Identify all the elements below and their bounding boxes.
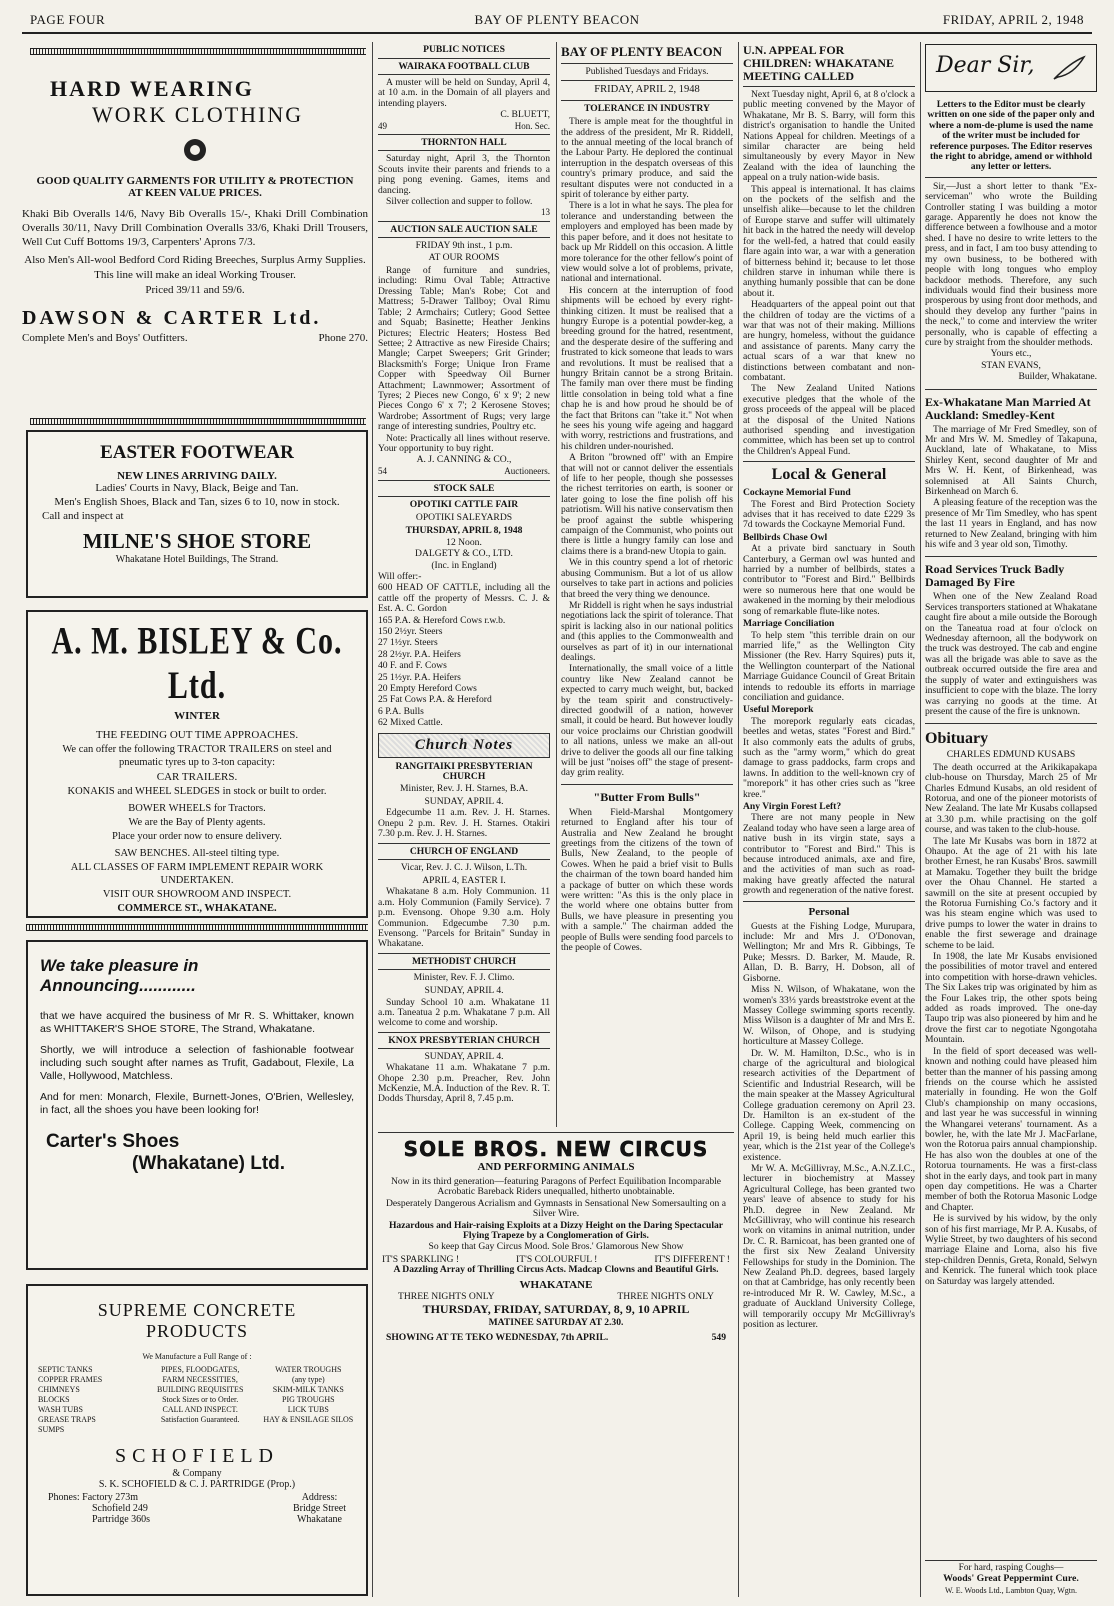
- ad-line: WINTER: [174, 710, 220, 722]
- notice-date: AT OUR ROOMS: [428, 251, 500, 263]
- ad-town: WHAKATANE: [519, 1279, 593, 1292]
- product-item: WATER TROUGHS: [275, 1365, 342, 1374]
- product-item: COPPER FRAMES: [38, 1375, 103, 1384]
- church-date: SUNDAY, APRIL 4.: [424, 1050, 504, 1062]
- notice-body: DALGETY & CO., LTD.: [415, 548, 513, 560]
- church-date: APRIL 4, EASTER I.: [422, 874, 506, 886]
- product-item: SUMPS: [38, 1425, 65, 1434]
- ad-line: Desperately Dangerous Acrialism and Gymnasts in Sensational New Somersaulting on a Silver Wire.: [386, 1197, 726, 1220]
- article-paragraph: The marriage of Mr Fred Smedley, son of Mr and Mrs W. M. Smedley of Takapuna, Auckland, late of Whakatane, to Miss Shirley Kent, second daughter of Mr and Mrs W. H. Kent, of Birkenhead, was solemnised at All Saints Church, Birkenhead on March 6.: [925, 423, 1097, 497]
- item-heading: Any Virgin Forest Left?: [743, 801, 842, 812]
- ad-body: Khaki Bib Overalls 14/6, Navy Bib Overalls 15/-, Khaki Drill Combination Overalls 30/11, Navy Drill Combination Overalls 33/6, Khaki Drill Trousers, Well Cut Cuff Bottoms 19/3, Carpenters' Aprons 7/3.: [22, 208, 368, 248]
- notice-body: Note: Practically all lines without reserve. Your opportunity to buy right.: [378, 432, 550, 454]
- ad-line: S. K. SCHOFIELD & C. J. PARTRIDGE (Prop.): [98, 1479, 296, 1490]
- item-heading: Marriage Conciliation: [743, 618, 835, 630]
- ad-address: Whakatane Hotel Buildings, The Strand.: [115, 554, 279, 565]
- item-heading: Cockayne Memorial Fund: [743, 487, 851, 499]
- ad-address: COMMERCE ST., WHAKATANE.: [117, 903, 277, 914]
- ad-body: Shortly, we will introduce a selection of fashionable footwear including such sought after names as Trufit, Gadabout, Flexile, La Valle, Hollywood, Matchless.: [40, 1044, 354, 1082]
- ad-line: SAW BENCHES. All-steel tilting type.: [114, 848, 280, 859]
- church-date: SUNDAY, APRIL 4.: [424, 985, 504, 997]
- church-heading: KNOX PRESBYTERIAN CHURCH: [378, 1032, 550, 1049]
- border-decoration: [30, 48, 366, 55]
- cattle-item: 150 2½yr. Steers: [378, 626, 443, 638]
- church-notes-banner: Church Notes: [378, 733, 550, 758]
- ad-title: AND PERFORMING ANIMALS: [477, 1161, 635, 1173]
- church-minister: Vicar, Rev. J. C. J. Wilson, L.Th.: [400, 861, 528, 873]
- ad-line: We can offer the following TRACTOR TRAILERS on steel and pneumatic tyres up to 3-ton capacity:: [62, 744, 332, 768]
- editorial-paragraph: Mr Riddell is right when he says industrial negotiations lack the spirit of tolerance. That spirit is lacking also in our national politics and (this applies to the Commonwealth and ourselves as part of it) in our international dealings.: [561, 599, 733, 663]
- article-paragraph: When Field-Marshal Montgomery returned to England after his tour of Australia and New Zealand he brought greetings from the citizens of the town of Bulls, New Zealand, to the people of Cowes. When he paid a brief visit to Bulls the chairman of the town board handed him a package of butter on which these words were written: "As this is the only place in the world where one obtains butter from Bulls, we have pleasure in presenting you with a sample." The chairman added the people of Bulls were sending food parcels to the people of Cowes.: [561, 806, 733, 954]
- church-body: Whakatane 8 a.m. Holy Communion. 11 a.m. Holy Communion (Family Service). 7 p.m. Evensong. Ohope 9.30 a.m. Holy Communion. Edgecumbe 7.30 p.m. Evensong. "Parcels for Britain" Sunday in Whakatane.: [378, 886, 550, 950]
- column-letters: [925, 44, 1097, 1596]
- church-body: Sunday School 10 a.m. Whakatane 11 a.m. Taneatua 2 p.m. Whakatane 7 p.m. All welcome to come and worship.: [378, 996, 550, 1029]
- ad-firm-name: SCHOFIELD: [114, 1445, 279, 1467]
- notice-signature: Auctioneers.: [504, 465, 550, 476]
- church-body: Edgecumbe 11 a.m. Rev. J. H. Starnes. Onepu 2 p.m. Rev. J. H. Starnes. Otakiri 7.30 p.m. Rev. J. H. Starnes.: [378, 807, 550, 840]
- article-heading: U.N. APPEAL FOR CHILDREN: WHAKATANE MEETING CALLED: [743, 44, 895, 83]
- ad-bisley: [26, 610, 368, 918]
- ad-schofield: [26, 1284, 368, 1596]
- product-item: CALL AND INSPECT.: [162, 1405, 238, 1414]
- ad-title: WORK CLOTHING: [92, 102, 304, 127]
- ad-phone: Phones: Factory 273m: [48, 1492, 138, 1503]
- ad-line: KONAKIS and WHEEL SLEDGES in stock or built to order.: [67, 786, 327, 797]
- article-paragraph: He is survived by his widow, by the only son of his first marriage, Mr P. A. Kusabs, of Wylie Street, by two daughters of his second marriage Elaine and Lorna, also his five step-children Dennis, Greta, Ronald, Selwyn and Kenrick. The funeral which took place on Saturday was largely attended.: [925, 1213, 1097, 1287]
- ad-dawson-carter: [22, 62, 368, 414]
- notice-signature: A. J. CANNING & CO.,: [416, 454, 512, 466]
- notice-heading: OPOTIKI CATTLE FAIR: [409, 498, 519, 510]
- border-decoration: [30, 418, 366, 425]
- ad-line: CAR TRAILERS.: [156, 771, 238, 783]
- editorial-paragraph: There is ample meat for the thoughtful in the address of the president, Mr R. Riddell, to the annual meeting of the local branch of the Labour Party. He deplored the continual interruption in the despatch overseas of this country's primary produce, and said the resultant disputes were not conducted in a spirit of tolerance by either party.: [561, 116, 733, 201]
- letters-rules: Letters to the Editor must be clearly written on one side of the paper only and where a nom-de-plume is used the name of the writer must be included for reference purposes. The Editor reserves the right to abridge, amend or withhold any letter or letters.: [927, 99, 1095, 173]
- ad-milnes-shoe-store: [26, 430, 368, 598]
- column-editorial: [561, 44, 733, 1128]
- editorial-paragraph: There is a lot in what he says. The plea for tolerance and understanding between the employers and employed has been made by this paper before, and it does not hesitate to back up Mr Riddell on this occasion. A little more tolerance for the other fellow's point of view would solve a lot of problems, private, national and international.: [561, 200, 733, 285]
- ad-line: Now in its third generation—featuring Paragons of Perfect Equilibation Incomparable Acrobatic Bareback Riders unequalled, hitherto unobtainable.: [390, 1176, 722, 1198]
- ad-headline: Announcing............: [40, 976, 196, 995]
- article-heading: "Butter From Bulls": [593, 789, 701, 804]
- article-heading: Road Services Truck Badly Damaged By Fire: [925, 562, 1065, 590]
- ad-line: & Company: [172, 1468, 222, 1479]
- notice-number: 54: [378, 465, 387, 476]
- ad-line: We are the Bay of Plenty agents.: [128, 817, 266, 828]
- section-heading: Local & General: [771, 466, 887, 484]
- church-heading: RANGITAIKI PRESBYTERIAN CHURCH: [395, 760, 533, 783]
- product-item: GREASE TRAPS: [38, 1415, 96, 1424]
- cattle-item: 27 1½yr. Steers: [378, 637, 438, 649]
- page-number: PAGE FOUR: [30, 12, 106, 27]
- church-body: Whakatane 11 a.m. Whakatane 7 p.m. Ohope 2.30 p.m. Preacher, Rev. John McKenzie, M.A. Induction of the Rev. R. T. Dodds Thursday, April 8, 7.45 p.m.: [378, 1062, 550, 1105]
- article-paragraph: The late Mr Kusabs was born in 1872 at Ohaupo. At the age of 21 with his late brother Ernest, he ran Kusabs' Bros. sawmill at Mamaku. Together they built the bridge over the Ohau Channel. He started a sawmill on the site at present occupied by the Rotorua Furnishing Co.'s factory and it was his steam engine which was used to drive pumps to lower the water in drains to enable the first sewerage and drainage scheme to be laid.: [925, 835, 1097, 951]
- column-rule: [556, 42, 557, 1127]
- product-item: Stock Sizes or to Order.: [162, 1395, 239, 1404]
- ad-tagline: AT KEEN VALUE PRICES.: [128, 187, 262, 199]
- item-heading: Useful Morepork: [743, 704, 814, 716]
- ad-headline: We take pleasure in: [40, 956, 199, 975]
- ad-line: We Manufacture a Full Range of :: [142, 1352, 252, 1361]
- quill-icon: [1052, 55, 1086, 81]
- obituary-name: CHARLES EDMUND KUSABS: [946, 749, 1076, 761]
- ad-body: Priced 39/11 and 59/6.: [145, 284, 245, 296]
- logo-text: Dear Sir,: [936, 53, 1035, 78]
- item-body: The morepork regularly eats cicadas, beetles and wetas, states "Forest and Bird." It also commonly eats the adults of grubs, such as the "army worm," which do great damage to grass paddocks, farm crops and lawns. In addition to the well-known cry of "morepork" it has other cries such as "kree kree.": [743, 715, 915, 800]
- notice-body: Will offer:-: [378, 571, 422, 583]
- notice-number: 13: [541, 207, 550, 218]
- notice-body: Silver collection and supper to follow.: [386, 196, 533, 208]
- cattle-item: 40 F. and F. Cows: [378, 660, 447, 672]
- ad-title: EASTER FOOTWEAR: [100, 442, 294, 463]
- ad-number: 549: [711, 1332, 726, 1344]
- ad-address: Bridge Street: [292, 1503, 346, 1514]
- letter-signature: STAN EVANS,: [981, 359, 1041, 371]
- ad-body: And for men: Monarch, Flexile, Burnett-Jones, O'Brien, Wellesley, in fact, all the shoes you have been looking for!: [40, 1091, 354, 1116]
- column-rule: [738, 42, 739, 1597]
- product-item: PIG TROUGHS: [282, 1395, 335, 1404]
- ad-line: IT'S COLOURFUL !: [516, 1253, 598, 1265]
- letter-signoff: Yours etc.,: [990, 348, 1032, 360]
- cattle-item: 25 1½yr. P.A. Heifers: [378, 671, 461, 683]
- ad-line: ALL CLASSES OF FARM IMPLEMENT REPAIR WORK UNDERTAKEN.: [70, 862, 324, 886]
- item-body: At a private bird sanctuary in South Canterbury, a German owl was hunted and harried by a number of bellbirds, states a contributor to "Forest and Bird." Bellbirds were so numerous here that one would be awakened in the morning by their melodious song of remarkable flute-like notes.: [743, 543, 915, 617]
- ad-line: THE FEEDING OUT TIME APPROACHES.: [95, 729, 299, 741]
- section-heading: Obituary: [925, 730, 989, 748]
- column-rule: [920, 42, 921, 1597]
- notice-body: Range of furniture and sundries, including: Rimu Oval Table; Attractive Dressing Table; Man's Robe; Cot and Mattress; 5-Drawer Tallboy; Oval Rimu Table; 2 Armchairs; Cutlery; Good Settee and Squab; Basinette; Heather Jenkins Pictures; Electric Heaters; Hostess Bed Settee; 2 Attractive as new Fireside Chairs; Mangle; Carpet Sweepers; Grit Grinder; Blacksmith's Forge; Unique Iron Frame Copper with Speedway Oil Burner Attachment; Lawnmower; Assortment of Tyres; 2 Pieces new Congo, 6' x 9'; 2 new Pieces Congo 6' x 7'; 2 Kerosene Stoves; Wardrobe; Assortment of Rugs; very large range of interesting sundries, Poultry etc.: [378, 265, 550, 433]
- article-paragraph: When one of the New Zealand Road Services transporters stationed at Whakatane caught fire about a mile outside the Borough on the Taneatua road at four o'clock on Wednesday afternoon, all the bodywork on the truck was destroyed. The cab and engine was all the brigade was able to save as the outbreak occurred outside the fire area and the supply of water and extinguishers was insufficient to cope with the blaze. The lorry was carrying no goods at the time. At present the cause of the fire is unknown.: [925, 591, 1097, 717]
- article-paragraph: The New Zealand United Nations executive pledges that the whole of the gross proceeds of the appeal will be placed at the disposal of the United Nations authorised spending and investigation committee, which has been set up to control the Children's Appeal Fund.: [743, 383, 915, 457]
- ad-line: IT'S SPARKLING !: [382, 1253, 460, 1265]
- ad-line: IT'S DIFFERENT !: [654, 1253, 730, 1265]
- section-heading: PUBLIC NOTICES: [423, 44, 505, 55]
- emblem-icon: [22, 136, 368, 169]
- editorial-paragraph: His concern at the interruption of food shipments will be echoed by every right-thinking citizen. It must be realised that a hungry Europe is a potential powder-keg, a breeding ground for the hatred, resentment, and the desperate desire of the suffering and frustrated to kick someone that leads to wars and revolutions. It must be realised that a hungry Britain cannot be a strong Britain. The family man over there must be finding little consolation in being told what a fine chap he is and how proud he should be of the fact that Britons can "take it." Not when he sees his young wife ageing and haggard with worry, restrictions and frustrations, and his children under-nourished.: [561, 284, 733, 452]
- ad-line: BOWER WHEELS for Tractors.: [128, 803, 266, 814]
- product-item: SEPTIC TANKS: [38, 1365, 93, 1374]
- notice-number: 49: [378, 120, 387, 131]
- church-heading: CHURCH OF ENGLAND: [378, 843, 550, 860]
- product-lists: [38, 1365, 356, 1435]
- notice-date: FRIDAY 9th inst., 1 p.m.: [415, 240, 513, 252]
- ad-body: Also Men's All-wool Bedford Cord Riding Breeches, Surplus Army Supplies.: [24, 254, 366, 266]
- item-body: The Forest and Bird Protection Society advises that it has received to date £229 3s 7d towards the Cockayne Memorial Fund.: [743, 498, 915, 531]
- ad-body: This line will make an ideal Working Trouser.: [94, 269, 296, 281]
- ad-line: So keep that Gay Circus Mood. Sole Bros.' Glamorous New Show: [428, 1241, 684, 1253]
- product-item: (any type): [291, 1375, 325, 1384]
- item-body: Guests at the Fishing Lodge, Murupara, include: Mr and Mrs J. O'Donovan, Wellington; Mr and Mrs R. Gibbings, Te Puke; Messrs. D. Barker, M. Maude, R. Allan, D. B. Barry, H. Dobson, all of Gisborne.: [743, 920, 915, 984]
- ad-line: THREE NIGHTS ONLY: [617, 1291, 714, 1303]
- notice-body: A muster will be held on Sunday, April 4, at 10 a.m. in the Domain of all players and intending players.: [378, 77, 550, 109]
- editorial-masthead: BAY OF PLENTY BEACON: [561, 44, 722, 59]
- masthead: [30, 12, 1084, 30]
- product-item: PIPES, FLOODGATES,: [160, 1365, 240, 1374]
- ad-store-name: MILNE'S SHOE STORE: [82, 529, 312, 553]
- cattle-list: [378, 583, 550, 728]
- ad-line: A Dazzling Array of Thrilling Circus Acts. Madcap Clowns and Beautiful Girls.: [393, 1263, 719, 1275]
- cattle-item: 165 P.A. & Hereford Cows r.w.b.: [378, 614, 506, 626]
- item-body: Mr W. A. McGillivray, M.Sc., A.N.Z.I.C., lecturer in biochemistry at Massey Agricultural College, has been granted two years' leave of absence to study for his Ph.D. degree in New Zealand. Mr McGillivray, who will continue his research work on vitamins in animal nutrition, under Dr. C. R. Barnicoat, has been granted one of the first six New Zealand University Fellowships for study in the Dominion. The New Zealand Ph.D. degrees, based largely on that at Cambridge, has only recently been re-introduced Mr R. W. Cawley, M.Sc., a graduate of Auckland University College, will temporarily occupy Mr McGillivray's position as lecturer.: [743, 1163, 915, 1331]
- article-paragraph: Next Tuesday night, April 6, at 8 o'clock a public meeting convened by the Mayor of Whakatane, Mr B. S. Barry, will form this district's organisation to handle the United Nations Appeal for children. Meetings of a similar character are being held simultaneously by every Mayor in New Zealand with the idea of launching the appeal on a truly nation-wide basis.: [743, 89, 915, 184]
- article-paragraph: The death occurred at the Arikikapakapa club-house on Thursday, March 25 of Mr Charles Edmund Kusabs, an old resident of Rotorua, and one of the pioneer motorists of New Zealand. The late Mr Kusabs collapsed at 3.30 p.m. while practising on the golf course, and was taken to the club-house.: [925, 761, 1097, 836]
- ad-body: that we have acquired the business of Mr R. S. Whittaker, known as WHITTAKER'S SHOE STORE, The Strand, Whakatane.: [40, 1010, 354, 1035]
- item-body: Miss N. Wilson, of Whakatane, won the women's 33⅓ yards breaststroke event at the Massey College swimming sports recently. Miss Wilson is a daughter of Mr and Mrs E. W. Wilson, of Ohope, and is studying horticulture at Massey College.: [743, 984, 915, 1048]
- article-paragraph: A pleasing feature of the reception was the presence of Mr Tim Smedley, who has spent the last 11 years in England, and has now returned to New Zealand, bringing with him his wife and 3 year old son, Timothy.: [925, 497, 1097, 551]
- product-item: BUILDING REQUISITES: [156, 1385, 244, 1394]
- border-decoration: [26, 924, 368, 931]
- ad-line: Hazardous and Hair-raising Exploits at a Dizzy Height on the Daring Spectacular Flying Trapeze by a Conglomeration of Girls.: [388, 1219, 724, 1242]
- article-paragraph: In the field of sport deceased was well-known and nothing could have pleased him better than the manner of his passing among friends on the course which he assisted materially in founding. He won the Golf Club's championship on many occasions, and last year he was successful in winning the Whangarei veterans' tournament. As a bowler, he, with the late Mr J. MacFarlane, won the Rotorua pairs annual championship. He has also won the doubles at one of the Rotorua tournaments. He was a first-class shot in the early days, and took part in many open day competitions. He was a Charter member of both the Rotorua Masonic Lodge and Chapter.: [925, 1045, 1097, 1213]
- notice-heading: THORNTON HALL: [378, 134, 550, 151]
- ad-line: THREE NIGHTS ONLY: [398, 1291, 495, 1303]
- notice-heading: STOCK SALE: [378, 480, 550, 497]
- editorial-paragraph: A Briton "browned off" with an Empire that will not or cannot deliver the essentials of life to her people, though she possesses the richest territories on earth, is sooner or later going to lose the fine polish off his patriotism. Will his native conservatism then be proof against the subtle whispering campaign of the Communist, who points out there is little a hungry family can lose and claims there is a brand-new Utopia to gain.: [561, 452, 733, 557]
- product-item: WASH TUBS: [38, 1405, 83, 1414]
- cattle-item: 28 2½yr. P.A. Heifers: [378, 648, 461, 660]
- product-item: SKIM-MILK TANKS: [272, 1385, 344, 1394]
- ad-woods-peppermint: [925, 1560, 1097, 1596]
- product-item: HAY & ENSILAGE SILOS: [263, 1415, 354, 1424]
- ad-line: W. E. Woods Ltd., Lambton Quay, Wgtn.: [944, 1585, 1077, 1595]
- notice-signature: C. BLUETT,: [500, 109, 550, 121]
- paper-name: BAY OF PLENTY BEACON: [474, 12, 640, 27]
- church-minister: Minister, Rev. J. H. Starnes, B.A.: [400, 782, 528, 794]
- ad-title: PRODUCTS: [145, 1321, 249, 1341]
- cattle-item: 62 Mixed Cattle.: [378, 717, 443, 729]
- column-notices: [378, 44, 550, 1128]
- ad-title: SUPREME CONCRETE: [97, 1300, 297, 1320]
- editorial-paragraph: We in this country spend a lot of rhetoric abusing Communism. But a lot of us allow ourselves to take part in actions and policies that breed the very thing we denounce.: [561, 557, 733, 600]
- product-item: LICK TUBS: [287, 1405, 329, 1414]
- cattle-item: 20 Empty Hereford Cows: [378, 683, 477, 695]
- article-heading: Ex-Whakatane Man Married At Auckland: Smedley-Kent: [925, 394, 1091, 422]
- ad-subtitle: Complete Men's and Boys' Outfitters.: [22, 332, 188, 344]
- item-body: Dr. W. M. Hamilton, D.Sc., who is in charge of the agricultural and biological research activities of the Department of Scientific and Industrial Research, will be the main speaker at the Massey Agricultural College graduation ceremony on April 23. Dr. Hamilton is an ex-student of the College. Capping Week, commencing on April 19, is being held much earlier this year, which is the 21st year of the College's existence.: [743, 1047, 915, 1163]
- notice-subheading: OPOTIKI SALEYARDS: [415, 511, 513, 523]
- column-news: [743, 44, 915, 1596]
- ad-circus: [378, 1132, 734, 1596]
- article-paragraph: In 1908, the late Mr Kusabs envisioned the possibilities of motor travel and entered into competition with horse-drawn vehicles. The Six Lakes trip was originated by him as the Four Lakes trip, the other spots being added as roads improved. The one-day Taupo trip was also pioneered by him and he drove the first car to negotiate Ngongotaha Mountain.: [925, 951, 1097, 1046]
- editorial-date: FRIDAY, APRIL 2, 1948: [594, 84, 700, 96]
- product-item: CHIMNEYS: [38, 1385, 80, 1394]
- notice-body: Saturday night, April 3, the Thornton Scouts invite their parents and friends to a ping pong evening. Games, items and dancing.: [378, 153, 550, 196]
- item-heading: Bellbirds Chase Owl: [743, 531, 828, 543]
- notice-heading: AUCTION SALE AUCTION SALE: [378, 221, 550, 238]
- notice-heading: WAIRAKA FOOTBALL CLUB: [378, 58, 550, 75]
- ad-line: VISIT OUR SHOWROOM AND INSPECT.: [102, 889, 292, 900]
- ad-title: Woods' Great Peppermint Cure.: [943, 1573, 1079, 1585]
- ad-title: HARD WEARING: [50, 76, 254, 101]
- ad-tagline: GOOD QUALITY GARMENTS FOR UTILITY & PROTECTION: [36, 175, 354, 187]
- cattle-item: 600 HEAD OF CATTLE, including all the cattle off the property of Messrs. C. J. & Est. A. C. Gordon: [378, 582, 550, 615]
- editorial-heading: TOLERANCE IN INDUSTRY: [584, 102, 710, 114]
- ad-line: SHOWING AT TE TEKO WEDNESDAY, 7th APRIL.: [386, 1332, 609, 1344]
- editorial-subtitle: Published Tuesdays and Fridays.: [585, 67, 709, 77]
- cattle-item: 6 P.A. Bulls: [378, 705, 424, 717]
- ad-carters-shoes: [26, 940, 368, 1270]
- issue-date: FRIDAY, APRIL 2, 1948: [942, 12, 1084, 27]
- ad-line: Call and inspect at: [42, 510, 124, 522]
- ad-line: NEW LINES ARRIVING DAILY.: [117, 470, 277, 482]
- article-paragraph: This appeal is international. It has claims on the pockets of the selfish and the unselfish alike—because to let the children of Europe starve and suffer will ultimately hit back in the hatred the needy will develop for the well-fed, a hatred that could easily flare again into war, a war with a generation of bitterness behind it; because to let those children starve in inhuman while there is anything humanly possible that can be done about it.: [743, 183, 915, 299]
- notice-date: 12 Noon.: [446, 536, 482, 548]
- notice-date: THURSDAY, APRIL 8, 1948: [405, 525, 523, 537]
- item-body: To help stem "this terrible drain on our married life," as the Wellington City Missioner (the Rev. Harry Squires) puts it, the Wellington counterpart of the National Marriage Guidance Council of Great Britain intends to redouble its efforts in marriage conciliation and guidance.: [743, 629, 915, 703]
- ad-firm-name: DAWSON & CARTER Ltd.: [22, 307, 322, 329]
- cattle-item: 25 Fat Cows P.A. & Hereford: [378, 694, 492, 706]
- ad-line: Place your order now to ensure delivery.: [112, 831, 282, 842]
- ad-line: For hard, rasping Coughs—: [958, 1563, 1064, 1573]
- ad-firm-name: A. M. BISLEY & Co. Ltd.: [51, 619, 343, 707]
- ad-firm-name: (Whakatane) Ltd.: [132, 1153, 286, 1174]
- masthead-rule: [22, 32, 1092, 34]
- ad-dates: THURSDAY, FRIDAY, SATURDAY, 8, 9, 10 APRIL: [422, 1302, 690, 1317]
- ad-address: Address:: [301, 1492, 338, 1503]
- church-date: SUNDAY, APRIL 4.: [424, 795, 504, 807]
- ad-firm-name: Carter's Shoes: [46, 1131, 180, 1152]
- ad-address: Whakatane: [296, 1514, 342, 1525]
- ad-phone: Partridge 360s: [92, 1514, 151, 1525]
- notice-signature: Hon. Sec.: [514, 120, 550, 131]
- ad-title: SOLE BROS. NEW CIRCUS: [403, 1137, 709, 1161]
- section-heading: Personal: [808, 905, 850, 918]
- editorial-paragraph: Internationally, the small voice of a little country like New Zealand cannot be expected to carry much weight, but, backed by the team spirit and constructively-directed goodwill of a nation, however small, it could be heard. But however loudly our voice proclaims our Christian goodwill to all nations, unless we make an all-out drive to deliver the goods all our fine talking will be just "noises off" the stage of present-day grim reality.: [561, 663, 733, 779]
- church-heading: METHODIST CHURCH: [378, 953, 550, 970]
- product-item: BLOCKS: [38, 1395, 70, 1404]
- article-paragraph: Headquarters of the appeal point out that the children of today are the victims of a war that was not of their making. Millions are hungry, homeless, without the guidance and assistance of parents. Many carry the actual scars of a war that knew no distinctions between combatant and non-combatant.: [743, 299, 915, 383]
- ad-phone: Schofield 249: [92, 1503, 148, 1514]
- product-item: FARM NECESSITIES,: [162, 1375, 238, 1384]
- ad-phone: Phone 270.: [318, 332, 368, 344]
- dear-sir-logo: [925, 44, 1097, 92]
- church-minister: Minister, Rev. F. J. Climo.: [413, 971, 515, 983]
- item-body: There are not many people in New Zealand today who have seen a large area of native bush in its virgin state, says a contributor to "Forest and Bird." This is because introduced animals, axe and fire, and the activities of man such as road-making have greatly affected the natural growth and regeneration of the native forest.: [743, 812, 915, 897]
- column-rule: [372, 42, 373, 1597]
- ad-line: MATINEE SATURDAY AT 2.30.: [488, 1317, 624, 1329]
- letter-signature: Builder, Whakatane.: [1018, 371, 1097, 383]
- notice-body: (Inc. in England): [431, 559, 497, 571]
- product-item: Satisfaction Guaranteed.: [160, 1415, 240, 1424]
- ad-line: Ladies' Courts in Navy, Black, Beige and Tan.: [95, 482, 299, 494]
- ad-line: Men's English Shoes, Black and Tan, sizes 6 to 10, now in stock.: [54, 496, 340, 508]
- letter-body: Sir,—Just a short letter to thank "Ex-serviceman" who wrote the Building Controller stating I was building a motor garage. Apparently he does not know the difference between a fowlhouse and a motor shed. I have no desire to write letters to the press, and in fact, I am too busy attending to my own business, to be bothered with people with long tongues who employ backdoor methods. Therefore, any such individuals would find their business more prosperous by using front door methods, and should they develop any further "pains in the neck," to come and interview the writer personally, who is capable of effecting a cure by straight from the shoulder methods.: [925, 180, 1097, 348]
